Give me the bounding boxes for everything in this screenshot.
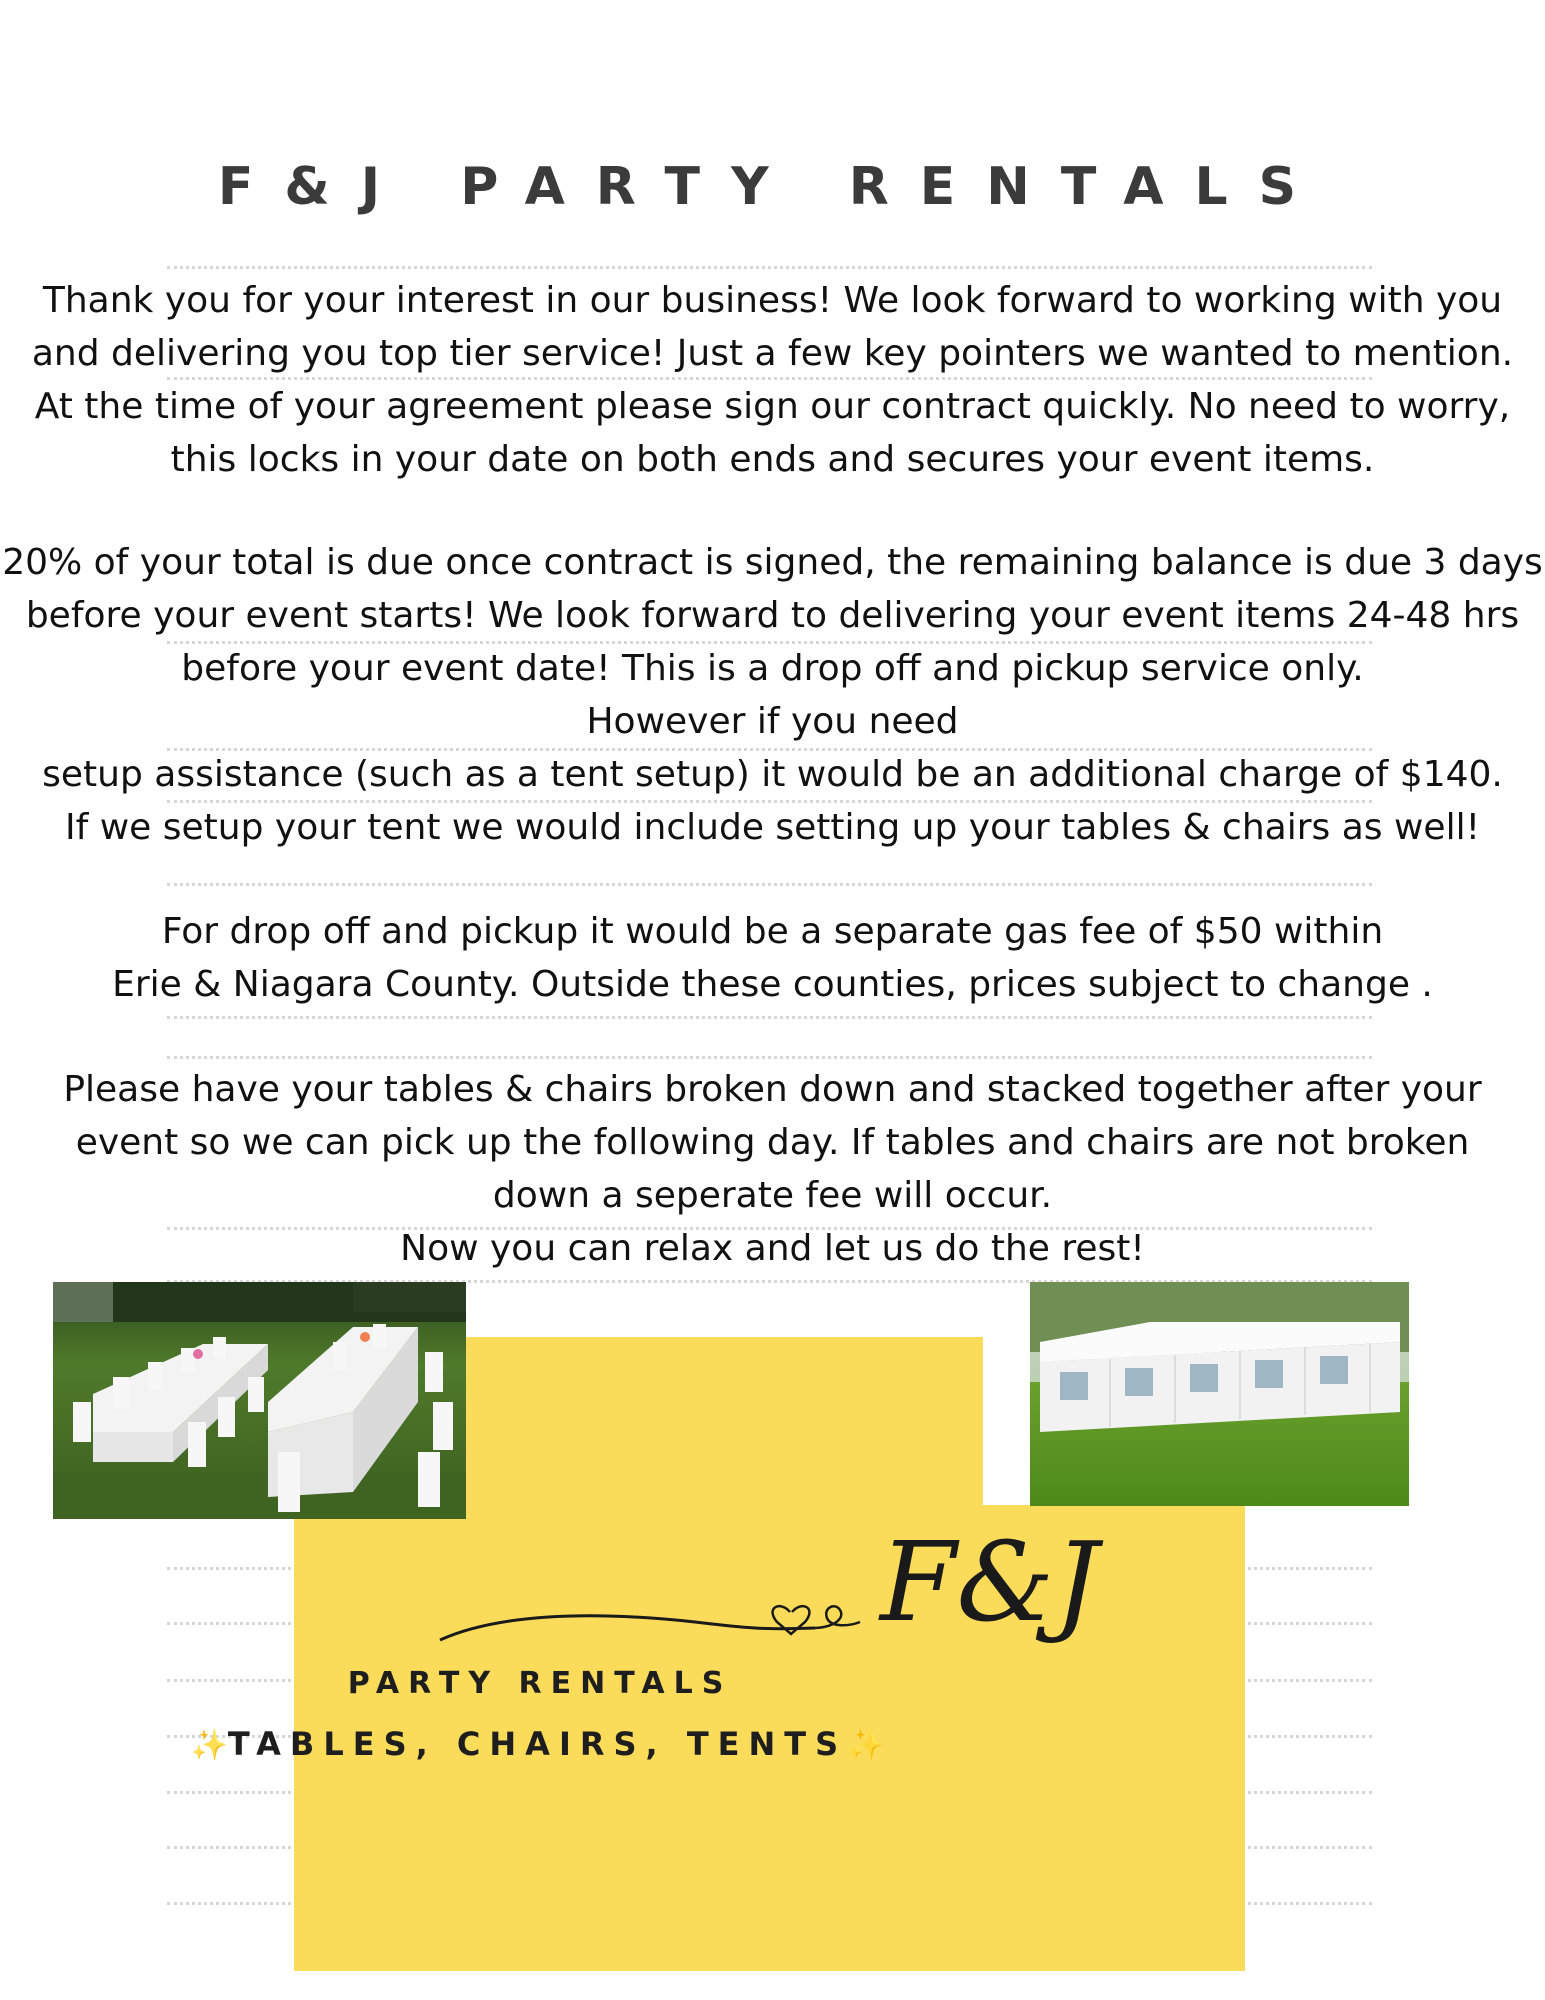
text-line: For drop off and pickup it would be a separate gas fee of $50 within: [161, 911, 1384, 952]
tables-chairs-photo: [53, 1282, 466, 1519]
delivery-fee-paragraph: [0, 905, 1545, 1011]
text-line: event so we can pick up the following day. If tables and chairs are not broken: [75, 1122, 1470, 1163]
text-line: 20% of your total is due once contract is signed, the remaining balance is due 3 days: [2, 542, 1543, 583]
text-line: At the time of your agreement please sign our contract quickly. No need to worry,: [34, 386, 1511, 427]
text-line: down a seperate fee will occur.: [492, 1175, 1053, 1216]
text-line: Thank you for your interest in our business! We look forward to working with you: [42, 280, 1503, 321]
dotted-rule: [167, 1016, 1372, 1019]
sparkle-icon: ✨: [847, 1728, 885, 1763]
dotted-rule: [167, 266, 1372, 269]
text-line: and delivering you top tier service! Just a few key pointers we wanted to mention.: [31, 333, 1514, 374]
dotted-rule: [167, 1056, 1372, 1059]
logo-tagline-text: TABLES, CHAIRS, TENTS: [227, 1725, 848, 1763]
logo-initials: F&J: [880, 1518, 1099, 1646]
text-line: setup assistance (such as a tent setup) it would be an additional charge of $140.: [42, 754, 1503, 795]
text-line: before your event date! This is a drop off and pickup service only.: [181, 648, 1364, 689]
logo-subtitle: PARTY RENTALS: [347, 1666, 733, 1701]
text-line: If we setup your tent we would include setting up your tables & chairs as well!: [64, 807, 1481, 848]
breakdown-paragraph: [0, 1063, 1545, 1275]
tables-chairs-image: [53, 1282, 466, 1519]
text-line: However if you need: [586, 701, 959, 742]
text-line: Now you can relax and let us do the rest!: [400, 1228, 1145, 1269]
text-line: Please have your tables & chairs broken down and stacked together after your: [63, 1069, 1482, 1110]
tent-image: [1030, 1282, 1409, 1506]
intro-paragraph: [0, 274, 1545, 486]
text-line: Erie & Niagara County. Outside these counties, prices subject to change .: [112, 964, 1433, 1005]
payment-paragraph: [0, 536, 1545, 854]
page-title: F&J PARTY RENTALS: [217, 157, 1328, 217]
logo-background-upper: [466, 1337, 983, 1517]
text-line: before your event starts! We look forward to delivering your event items 24-48 hrs: [25, 595, 1520, 636]
logo-tagline: [0, 1725, 1075, 1763]
dotted-rule: [167, 883, 1372, 886]
sparkle-icon: ✨: [190, 1728, 228, 1763]
text-line: this locks in your date on both ends and secures your event items.: [170, 439, 1375, 480]
tent-photo: [1030, 1282, 1409, 1506]
